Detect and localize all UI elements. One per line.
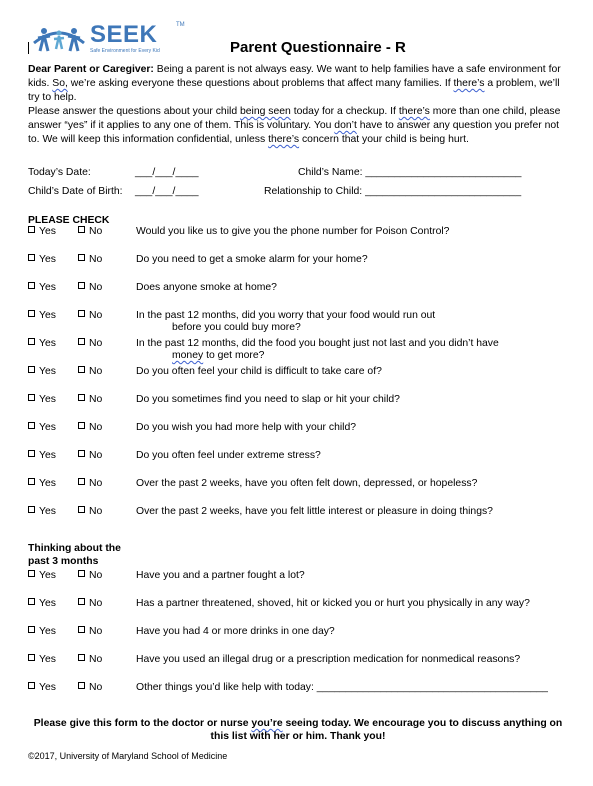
question-row [28,422,588,450]
question-row [28,226,588,254]
question-main-text: Do you often feel your child is difficult to take care of? [136,366,382,377]
no-option[interactable] [78,394,102,405]
question-text [136,506,586,518]
yes-option[interactable] [28,254,56,265]
no-label: No [89,310,103,321]
no-label: No [89,366,103,377]
no-checkbox[interactable] [78,450,85,457]
footer-text-part: Please give this form to the doctor or nurse [33,718,252,729]
no-checkbox[interactable] [78,310,85,317]
childs-dob-label: Child’s Date of Birth: [28,186,123,197]
yes-label: Yes [39,310,56,321]
question-row [28,282,588,310]
question-main-text: Do you often feel under extreme stress? [136,450,321,461]
no-checkbox[interactable] [78,682,85,689]
yes-label: Yes [39,450,56,461]
question-main-text: Has a partner threatened, shoved, hit or kicked you or hurt you physically in any way? [136,598,530,609]
yes-checkbox[interactable] [28,394,35,401]
question-row [28,626,588,654]
no-label: No [89,282,103,293]
question-continuation-text: to get more? [203,350,265,361]
question-main-text: Have you had 4 or more drinks in one day? [136,626,335,637]
no-checkbox[interactable] [78,226,85,233]
question-main-text: Would you like us to give you the phone number for Poison Control? [136,226,450,237]
no-option[interactable] [78,478,102,489]
question-main-text: Does anyone smoke at home? [136,282,277,293]
yes-checkbox[interactable] [28,450,35,457]
no-label: No [89,478,103,489]
question-row [28,598,588,626]
question-main-text: Over the past 2 weeks, have you often felt down, depressed, or hopeless? [136,478,478,489]
no-checkbox[interactable] [78,338,85,345]
yes-checkbox[interactable] [28,282,35,289]
yes-label: Yes [39,366,56,377]
intro-text-part: more than one child, please answer “yes” if it applies to any one of them. This is voluntary. You [28,106,561,131]
yes-label: Yes [39,226,56,237]
yes-option[interactable] [28,506,56,517]
no-label: No [89,254,103,265]
question-text [136,682,586,694]
section-heading-line: Thinking about the [28,543,121,554]
no-option[interactable] [78,254,102,265]
todays-date-label: Today’s Date: [28,167,91,178]
question-main-text: Do you wish you had more help with your child? [136,422,357,433]
yes-checkbox[interactable] [28,338,35,345]
relationship-field[interactable]: Relationship to Child: ___________________________ [264,186,522,197]
no-option[interactable] [78,570,102,581]
no-label: No [89,682,103,693]
no-label: No [89,654,103,665]
spellcheck-word: So, [52,78,68,89]
no-checkbox[interactable] [78,626,85,633]
intro-text-part: have to answer any question you prefer not to. We will keep this information confidential, unless [28,120,560,145]
question-main-text: In the past 12 months, did you worry that your food would run out [136,310,436,321]
question-continuation [136,322,586,334]
question-main-text: Have you and a partner fought a lot? [136,570,305,581]
question-text [136,598,586,610]
question-row [28,570,588,598]
no-checkbox[interactable] [78,598,85,605]
no-label: No [89,338,103,349]
no-checkbox[interactable] [78,478,85,485]
no-option[interactable] [78,598,102,609]
question-main-text: Do you sometimes find you need to slap or hit your child? [136,394,400,405]
spellcheck-word: you’re [251,718,283,729]
no-checkbox[interactable] [78,654,85,661]
no-option[interactable] [78,422,102,433]
yes-checkbox[interactable] [28,422,35,429]
question-row [28,394,588,422]
no-label: No [89,422,103,433]
question-row [28,254,588,282]
greeting: Dear Parent or Caregiver: [28,64,154,75]
section-please-check: PLEASE CHECK [28,215,110,226]
intro-text-part: we’re asking everyone these questions about problems that affect many families. If [67,78,454,89]
yes-option[interactable] [28,338,56,349]
intro-paragraph-2 [28,105,573,147]
spellcheck-word: being seen [239,106,291,117]
yes-option[interactable] [28,450,56,461]
yes-checkbox[interactable] [28,254,35,261]
spellcheck-word: there’s [398,106,430,117]
question-row [28,506,588,534]
page-title: Parent Questionnaire - R [230,39,406,56]
question-text [136,422,586,434]
question-continuation-text: before you could buy more? [172,322,301,333]
yes-label: Yes [39,598,56,609]
yes-option[interactable] [28,310,56,321]
question-main-text: In the past 12 months, did the food you bought just not last and you didn’t have [136,338,499,349]
yes-label: Yes [39,570,56,581]
no-label: No [89,598,103,609]
intro-text-part: Being a parent is not always easy. We want to help families have a safe environment for kids. [28,64,561,89]
no-label: No [89,570,103,581]
intro-text-part: today for a checkup. If [290,106,399,117]
yes-option[interactable] [28,226,56,237]
yes-option[interactable] [28,282,56,293]
no-option[interactable] [78,310,102,321]
yes-option[interactable] [28,422,56,433]
yes-checkbox[interactable] [28,478,35,485]
question-text [136,254,586,266]
yes-checkbox[interactable] [28,366,35,373]
question-text [136,366,586,378]
yes-checkbox[interactable] [28,506,35,513]
no-label: No [89,394,103,405]
intro-text-part: concern that your child is being hurt. [299,134,469,145]
yes-label: Yes [39,338,56,349]
no-checkbox[interactable] [78,366,85,373]
yes-checkbox[interactable] [28,682,35,689]
seek-logo [30,21,195,61]
yes-label: Yes [39,626,56,637]
no-option[interactable] [78,226,102,237]
yes-option[interactable] [28,478,56,489]
yes-label: Yes [39,282,56,293]
section-heading-line: past 3 months [28,556,99,567]
question-main-text: Do you need to get a smoke alarm for your home? [136,254,368,265]
question-main-text: Have you used an illegal drug or a prescription medication for nonmedical reasons? [136,654,521,665]
yes-label: Yes [39,682,56,693]
intro-text [28,63,573,147]
yes-label: Yes [39,654,56,665]
todays-date-field[interactable]: ___/___/____ [135,167,199,178]
question-text [136,450,586,462]
question-text [136,570,586,582]
spellcheck-word: there’s [268,134,300,145]
no-option[interactable] [78,338,102,349]
no-checkbox[interactable] [78,394,85,401]
no-checkbox[interactable] [78,422,85,429]
no-option[interactable] [78,506,102,517]
yes-label: Yes [39,506,56,517]
yes-option[interactable] [28,598,56,609]
yes-label: Yes [39,422,56,433]
no-label: No [89,506,103,517]
no-label: No [89,226,103,237]
question-row [28,366,588,394]
no-option[interactable] [78,654,102,665]
question-row [28,450,588,478]
yes-label: Yes [39,254,56,265]
question-main-text: Over the past 2 weeks, have you felt little interest or pleasure in doing things? [136,506,493,517]
question-row [28,654,588,682]
intro-text-part: a problem, we’ll try to help. [28,78,560,103]
yes-checkbox[interactable] [28,226,35,233]
spellcheck-word: don’t [334,120,357,131]
question-text [136,226,586,238]
question-text [136,654,586,666]
logo-wordmark: SEEK [90,21,158,48]
yes-option[interactable] [28,626,56,637]
question-row [28,310,588,338]
yes-label: Yes [39,478,56,489]
question-text [136,282,586,294]
no-label: No [89,450,103,461]
childs-name-field[interactable]: Child’s Name: ___________________________ [298,167,522,178]
no-option[interactable] [78,626,102,637]
question-text [136,626,586,638]
no-option[interactable] [78,282,102,293]
question-row [28,682,588,710]
yes-checkbox[interactable] [28,598,35,605]
yes-checkbox[interactable] [28,654,35,661]
yes-label: Yes [39,394,56,405]
question-main-text: Other things you’d like help with today: ________________________________________ [136,682,548,693]
no-option[interactable] [78,682,102,693]
spellcheck-word: there’s [453,78,485,89]
no-label: No [89,626,103,637]
no-option[interactable] [78,366,102,377]
yes-checkbox[interactable] [28,626,35,633]
question-text [136,338,586,362]
question-text [136,394,586,406]
no-checkbox[interactable] [78,570,85,577]
logo-tagline: Safe Environment for Every Kid [90,48,160,54]
yes-option[interactable] [28,682,56,693]
intro-text-part: Please answer the questions about your child [28,106,240,117]
question-text [136,310,586,334]
no-checkbox[interactable] [78,282,85,289]
question-text [136,478,586,490]
section-past-3-months [28,542,121,568]
yes-option[interactable] [28,654,56,665]
yes-option[interactable] [28,394,56,405]
no-checkbox[interactable] [78,254,85,261]
no-checkbox[interactable] [78,506,85,513]
logo-trademark: TM [176,22,185,28]
yes-option[interactable] [28,570,56,581]
question-row [28,338,588,366]
yes-checkbox[interactable] [28,570,35,577]
text-cursor [28,42,29,54]
intro-paragraph-1 [28,63,573,105]
question-row [28,478,588,506]
footer-instructions [28,717,568,743]
childs-dob-field[interactable]: ___/___/____ [135,186,199,197]
footer-text-part: seeing today. We encourage you to discuss anything on this list with her or him. Thank you! [210,718,563,742]
yes-option[interactable] [28,366,56,377]
copyright: ©2017, University of Maryland School of Medicine [28,751,228,761]
question-continuation [136,350,586,362]
family-figures-icon [30,21,88,53]
spellcheck-word: money [172,350,204,361]
yes-checkbox[interactable] [28,310,35,317]
no-option[interactable] [78,450,102,461]
